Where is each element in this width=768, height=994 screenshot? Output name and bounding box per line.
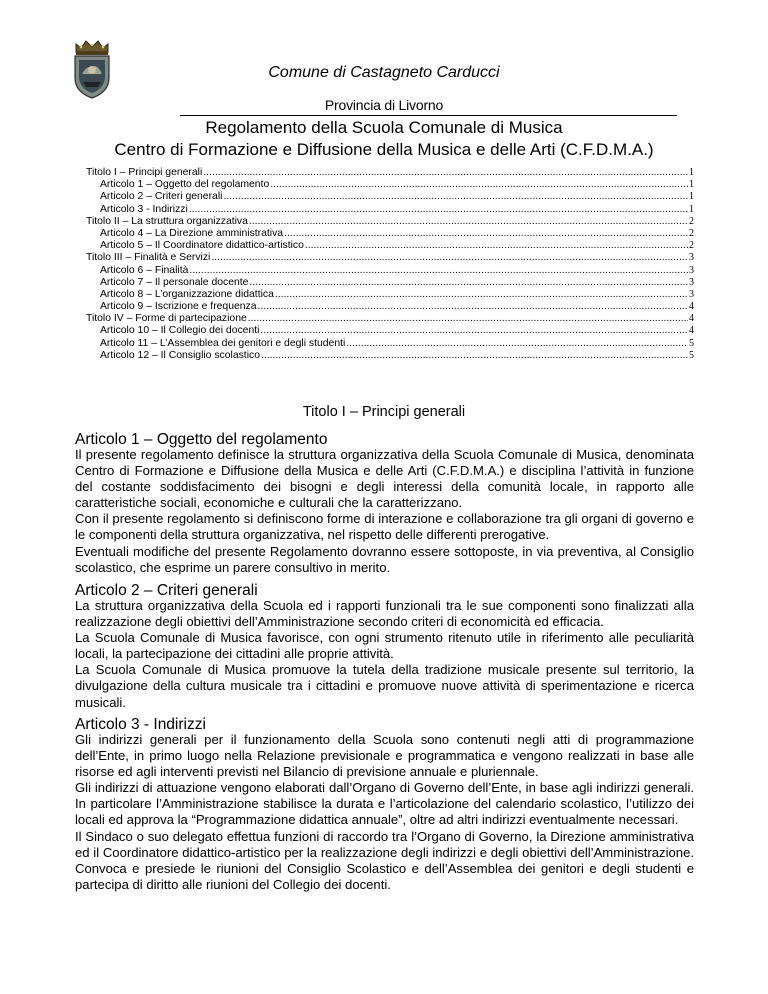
article-2-heading: Articolo 2 – Criteri generali xyxy=(75,582,258,599)
toc-entry-title: Articolo 2 – Criteri generali xyxy=(100,191,223,203)
toc-entry-title: Articolo 9 – Iscrizione e frequenza xyxy=(100,301,257,313)
toc-entry-title: Articolo 7 – Il personale docente xyxy=(100,276,249,288)
toc-entry[interactable] xyxy=(86,301,694,313)
toc-page-number: 1 xyxy=(689,179,694,191)
toc-dot-leader xyxy=(249,216,688,228)
toc-entry-title: Articolo 12 – Il Consiglio scolastico xyxy=(100,349,260,361)
toc-dot-leader xyxy=(189,204,688,216)
toc-page-number: 4 xyxy=(689,325,694,337)
toc-dot-leader xyxy=(203,167,688,179)
toc-dot-leader xyxy=(189,265,688,277)
toc-dot-leader xyxy=(261,350,688,362)
province-name: Provincia di Livorno xyxy=(324,97,444,113)
article-2-paragraph: La struttura organizzativa della Scuola ed i rapporti funzionali tra le sue componenti sono finalizzati alla realizzazione degli obiettivi dell’Amministrazione secondo criteri di economicità ed efficacia. xyxy=(75,598,694,630)
document-title-line-2: Centro di Formazione e Diffusione della Musica e delle Arti (C.F.D.M.A.) xyxy=(114,140,654,159)
article-3-paragraph: Gli indirizzi generali per il funzionamento della Scuola sono contenuti negli atti di programmazione dell’Ente, in primo luogo nella Relazione previsionale e programmatica e vengono realizzati in base alle risorse ed agli interventi previsti nel Bilancio di previsione annuale e pluriennale. xyxy=(75,732,694,780)
toc-dot-leader xyxy=(305,240,688,252)
toc-dot-leader xyxy=(270,179,688,191)
article-3-body xyxy=(75,732,694,893)
toc-entry[interactable] xyxy=(86,191,694,203)
toc-dot-leader xyxy=(284,228,688,240)
toc-page-number: 3 xyxy=(689,288,694,300)
toc-entry-title: Articolo 1 – Oggetto del regolamento xyxy=(100,179,270,191)
article-1-paragraph: Con il presente regolamento si definiscono forme di interazione e collaborazione tra gli organi di governo e le componenti della struttura organizzativa, nel rispetto delle differenti prerogative. xyxy=(75,511,694,543)
toc-page-number: 3 xyxy=(689,252,694,264)
toc-dot-leader xyxy=(248,313,688,325)
article-1-heading: Articolo 1 – Oggetto del regolamento xyxy=(75,431,328,448)
toc-page-number: 5 xyxy=(689,349,694,361)
toc-page-number: 4 xyxy=(689,313,694,325)
document-title-line-1: Regolamento della Scuola Comunale di Musica xyxy=(205,118,563,137)
article-3-paragraph: Gli indirizzi di attuazione vengono elaborati dall’Organo di Governo dell’Ente, in base agli indirizzi generali. In particolare l’Amministrazione stabilisce la durata e l’articolazione del calendario scolastico, l’utilizzo dei locali ed approva la “Programmazione didattica annuale”, oltre ad altri indirizzi eventualmente necessari. xyxy=(75,780,694,828)
toc-entry[interactable] xyxy=(86,252,694,264)
toc-dot-leader xyxy=(260,325,688,337)
article-2-paragraph: La Scuola Comunale di Musica promuove la tutela della tradizione musicale presente sul territorio, la divulgazione della cultura musicale tra i cittadini e promuove nuove attività di sperimentazione e ricerca musicali. xyxy=(75,662,694,710)
document-title xyxy=(0,117,768,161)
toc-entry[interactable] xyxy=(86,167,694,179)
toc-entry[interactable] xyxy=(86,179,694,191)
toc-entry-title: Articolo 3 - Indirizzi xyxy=(100,203,188,215)
toc-entry-title: Titolo II – La struttura organizzativa xyxy=(86,215,248,227)
toc-entry-title: Articolo 8 – L’organizzazione didattica xyxy=(100,288,274,300)
toc-dot-leader xyxy=(223,191,688,203)
toc-entry-title: Articolo 10 – Il Collegio dei docenti xyxy=(100,325,260,337)
toc-page-number: 5 xyxy=(689,337,694,349)
toc-entry[interactable] xyxy=(86,240,694,252)
toc-entry[interactable] xyxy=(86,204,694,216)
table-of-contents xyxy=(86,167,694,362)
article-3-heading: Articolo 3 - Indirizzi xyxy=(75,716,206,733)
toc-page-number: 1 xyxy=(689,203,694,215)
article-1-paragraph: Eventuali modifiche del presente Regolamento dovranno essere sottoposte, in via preventiva, al Consiglio scolastico, che esprime un parere consultivo in merito. xyxy=(75,543,694,575)
toc-page-number: 1 xyxy=(689,167,694,178)
toc-entry-title: Articolo 11 – L’Assemblea dei genitori e degli studenti xyxy=(100,337,346,349)
toc-entry[interactable] xyxy=(86,350,694,362)
toc-entry-title: Titolo I – Principi generali xyxy=(86,167,203,178)
toc-dot-leader xyxy=(275,289,688,301)
toc-entry[interactable] xyxy=(86,228,694,240)
article-1-paragraph: Il presente regolamento definisce la struttura organizzativa della Scuola Comunale di Musica, denominata Centro di Formazione e Diffusione della Musica e delle Arti (C.F.D.M.A.) e disciplina l’attività in funzione del costante soddisfacimento dei bisogni e degli interessi della comunità locale, in rapporto alle caratteristiche sociali, economiche e culturali che la caratterizzano. xyxy=(75,447,694,511)
toc-page-number: 2 xyxy=(689,215,694,227)
toc-entry[interactable] xyxy=(86,216,694,228)
article-3-paragraph: Il Sindaco o suo delegato effettua funzioni di raccordo tra l’Organo di Governo, la Direzione amministrativa ed il Coordinatore didattico-artistico per la realizzazione degli indirizzi e degli obiettivi dell’Amministrazione. Convoca e presiede le riunioni del Consiglio Scolastico e dell’Assemblea dei genitori e degli studenti e partecipa di diritto alle riunioni del Collegio dei docenti. xyxy=(75,828,694,892)
toc-entry-title: Articolo 6 – Finalità xyxy=(100,264,189,276)
header-divider xyxy=(180,115,677,116)
toc-page-number: 1 xyxy=(689,191,694,203)
toc-dot-leader xyxy=(249,277,688,289)
toc-page-number: 3 xyxy=(689,276,694,288)
toc-dot-leader xyxy=(211,252,688,264)
toc-entry-title: Titolo III – Finalità e Servizi xyxy=(86,252,211,264)
article-2-body xyxy=(75,598,694,711)
toc-entry[interactable] xyxy=(86,325,694,337)
toc-page-number: 3 xyxy=(689,264,694,276)
article-1-body xyxy=(75,447,694,576)
article-2-paragraph: La Scuola Comunale di Musica favorisce, con ogni strumento ritenuto utile in riferimento alle peculiarità locali, la partecipazione dei cittadini alle proprie attività. xyxy=(75,630,694,662)
toc-entry[interactable] xyxy=(86,289,694,301)
toc-entry-title: Titolo IV – Forme di partecipazione xyxy=(86,313,247,325)
municipality-name: Comune di Castagneto Carducci xyxy=(268,64,500,81)
toc-dot-leader xyxy=(258,301,688,313)
toc-entry[interactable] xyxy=(86,313,694,325)
toc-page-number: 4 xyxy=(689,301,694,313)
toc-entry-title: Articolo 4 – La Direzione amministrativa xyxy=(100,227,284,239)
toc-entry-title: Articolo 5 – Il Coordinatore didattico-artistico xyxy=(100,240,304,252)
toc-entry[interactable] xyxy=(86,265,694,277)
part-heading: Titolo I – Principi generali xyxy=(302,404,466,420)
toc-page-number: 2 xyxy=(689,240,694,252)
toc-entry[interactable] xyxy=(86,338,694,350)
toc-page-number: 2 xyxy=(689,227,694,239)
toc-dot-leader xyxy=(346,338,688,350)
toc-entry[interactable] xyxy=(86,277,694,289)
